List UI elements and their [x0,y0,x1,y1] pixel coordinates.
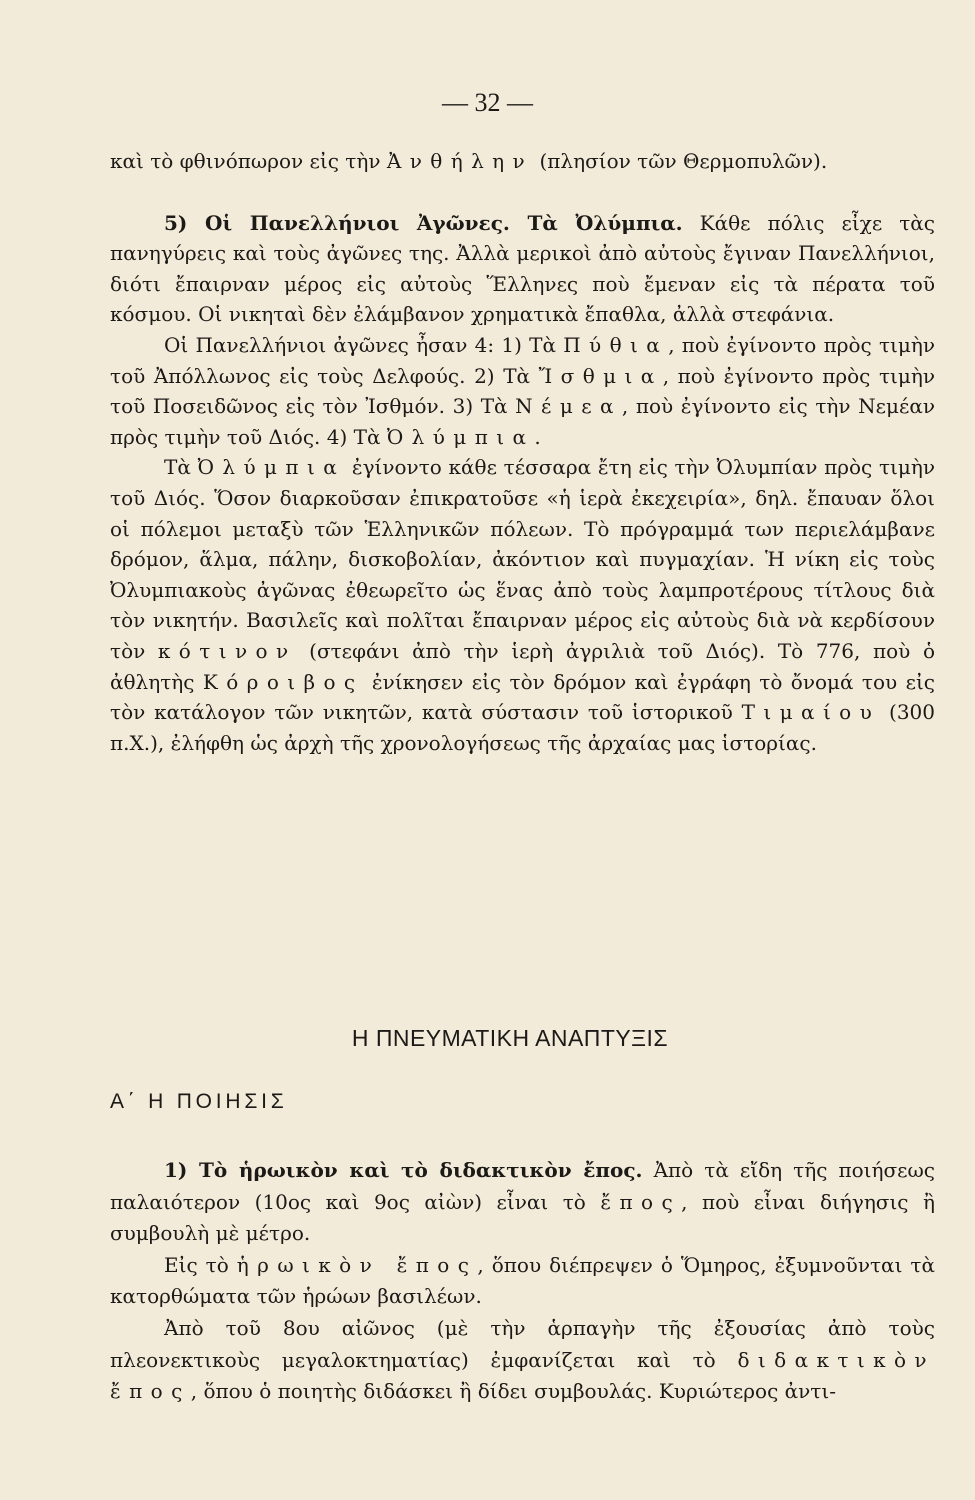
text-run: καὶ τὸ φθινόπωρον εἰς τὴν [110,149,387,173]
text-run: , ποὺ εἶναι διήγησις ἢ συμβουλὴ μὲ μέτρο. [110,1189,935,1246]
section-title: 5) Οἱ Πανελλήνιοι Ἀγῶνες. Τὰ Ὀλύμπια. [164,210,683,235]
spaced-term: Ὀλύμπια [386,424,535,449]
paragraph-epic [110,1155,935,1250]
spaced-term: Ὀλύμπια [197,455,346,480]
paragraph-olympia [110,452,935,758]
text-run: , ὅπου ὁ ποιητὴς διδάσκει ἢ δίδει συμβουλάς. Κυριώτερος ἀντι- [190,1379,836,1404]
spaced-term: κότινον [157,638,297,663]
spaced-term: Ἴσθμια [538,363,663,388]
paragraph-heroic-epic [110,1250,935,1313]
text-run: , ποὺ ἐγίνοντο πρὸς τιμὴν τοῦ Ποσειδῶνος εἰς τὸν Ἰσθμόν. 3) Τὰ [110,363,935,419]
paragraph-four-games [110,330,935,452]
spaced-term: Κόροιβος [202,669,364,694]
text-run: (300 π.Χ.), ἐλήφθη ὡς ἀρχὴ τῆς χρονολογήσεως τῆς ἀρχαίας μας ἱστορίας. [110,700,935,755]
text-run: ἐγίνοντο κάθε τέσσαρα ἔτη εἰς τὴν Ὀλυμπίαν πρὸς τιμὴν τοῦ Διός. Ὅσον διαρκοῦσαν ἐπικρατοῦσε «ἡ ἱερὰ ἐκεχειρία», δηλ. ἔπαυαν ὅλοι οἱ πόλεμοι μεταξὺ τῶν Ἑλληνικῶν πόλεων. Τὸ πρόγραμμά των περιελάμβανε δρόμον, ἅλμα, πάλην, δισκοβολίαν, ἀκόντιον καὶ πυγμαχίαν. Ἡ νίκη εἰς τοὺς Ὀλυμπιακοὺς ἀγῶνας ἐθεωρεῖτο ὡς ἕνας ἀπὸ τοὺς λαμπροτέρους τίτλους διὰ τὸν νικητήν. Βασιλεῖς καὶ πολῖται ἔπαιρναν μέρος εἰς αὐτοὺς διὰ νὰ κερδίσουν τὸν [110,455,936,663]
spaced-term: Πύθια [563,332,669,357]
body-text-lower [110,1155,935,1408]
paragraph-anthili [110,146,935,177]
text-run: Τὰ [164,455,198,480]
spaced-term: Ἀνθήλην [386,149,534,173]
paragraph-panhellenic-games [110,208,935,330]
text-run: . [534,424,541,449]
text-run: Οἱ Πανελλήνιοι ἀγῶνες ἦσαν 4: 1) Τὰ [164,332,564,357]
subsection-heading: Α΄ Η ΠΟΙΗΣΙΣ [110,1090,288,1113]
text-run: (πλησίον τῶν Θερμοπυλῶν). [533,149,828,173]
page-number: — 32 — [442,88,533,117]
text-run: Ἀπὸ τὰ εἴδη τῆς ποιήσεως παλαιότερον (10ος καὶ 9ος αἰὼν) εἶναι τὸ [110,1158,935,1214]
spaced-term: διδακτικὸν ἔπος [110,1347,935,1404]
spaced-term: Τιμαίου [741,700,881,725]
paragraph-didactic-epic [110,1313,935,1408]
spaced-term: ἔπος [600,1189,682,1214]
text-run: (στεφάνι ἀπὸ τὴν ἱερὴ ἀγριλιὰ τοῦ Διός). Τὸ 776, ποὺ ὁ ἀθλητὴς [110,638,936,694]
text-run: , ποὺ ἐγίνοντο εἰς τὴν Νεμέαν πρὸς τιμὴν τοῦ Διός. 4) Τὰ [110,394,935,449]
body-text-upper [110,146,935,758]
spaced-term: ἡρωικὸν ἔπος [236,1252,478,1277]
text-run: Κάθε πόλις εἶχε τὰς πανηγύρεις καὶ τοὺς ἀγῶνες της. Ἀλλὰ μερικοὶ ἀπὸ αὐτοὺς ἔγιναν Πανελλήνιοι, διότι ἔπαιρναν μέρος εἰς αὐτοὺς Ἕλληνες ποὺ ἔμεναν εἰς τὰ πέρατα τοῦ κόσμου. Οἱ νικηταὶ δὲν ἐλάμβανον χρηματικὰ ἔπαθλα, ἀλλὰ στεφάνια. [110,210,935,327]
section-title: 1) Τὸ ἡρωικὸν καὶ τὸ διδακτικὸν ἔπος. [164,1158,643,1182]
text-run: ἐνίκησεν εἰς τὸν δρόμον καὶ ἐγράφη τὸ ὄνομά του εἰς τὸν κατάλογον τῶν νικητῶν, κατὰ σύστασιν τοῦ ἱστορικοῦ [110,669,936,725]
spaced-term: Νέμεα [515,394,622,419]
text-run: , ποὺ ἐγίνοντο πρὸς τιμὴν τοῦ Ἀπόλλωνος εἰς τοὺς Δελφούς. 2) Τὰ [110,332,936,388]
text-run: Εἰς τὸ [164,1252,237,1277]
text-run: Ἀπὸ τοῦ 8ου αἰῶνος (μὲ τὴν ἁρπαγὴν τῆς ἐξουσίας ἀπὸ τοὺς πλεονεκτικοὺς μεγαλοκτηματίας) ἐμφανίζεται καὶ τὸ [110,1315,935,1372]
chapter-heading: Η ΠΝΕΥΜΑΤΙΚΗ ΑΝΑΠΤΥΞΙΣ [351,1025,669,1051]
text-run: , ὅπου διέπρεψεν ὁ Ὅμηρος, ἐξυμνοῦνται τὰ κατορθώματα τῶν ἡρώων βασιλέων. [110,1252,936,1309]
